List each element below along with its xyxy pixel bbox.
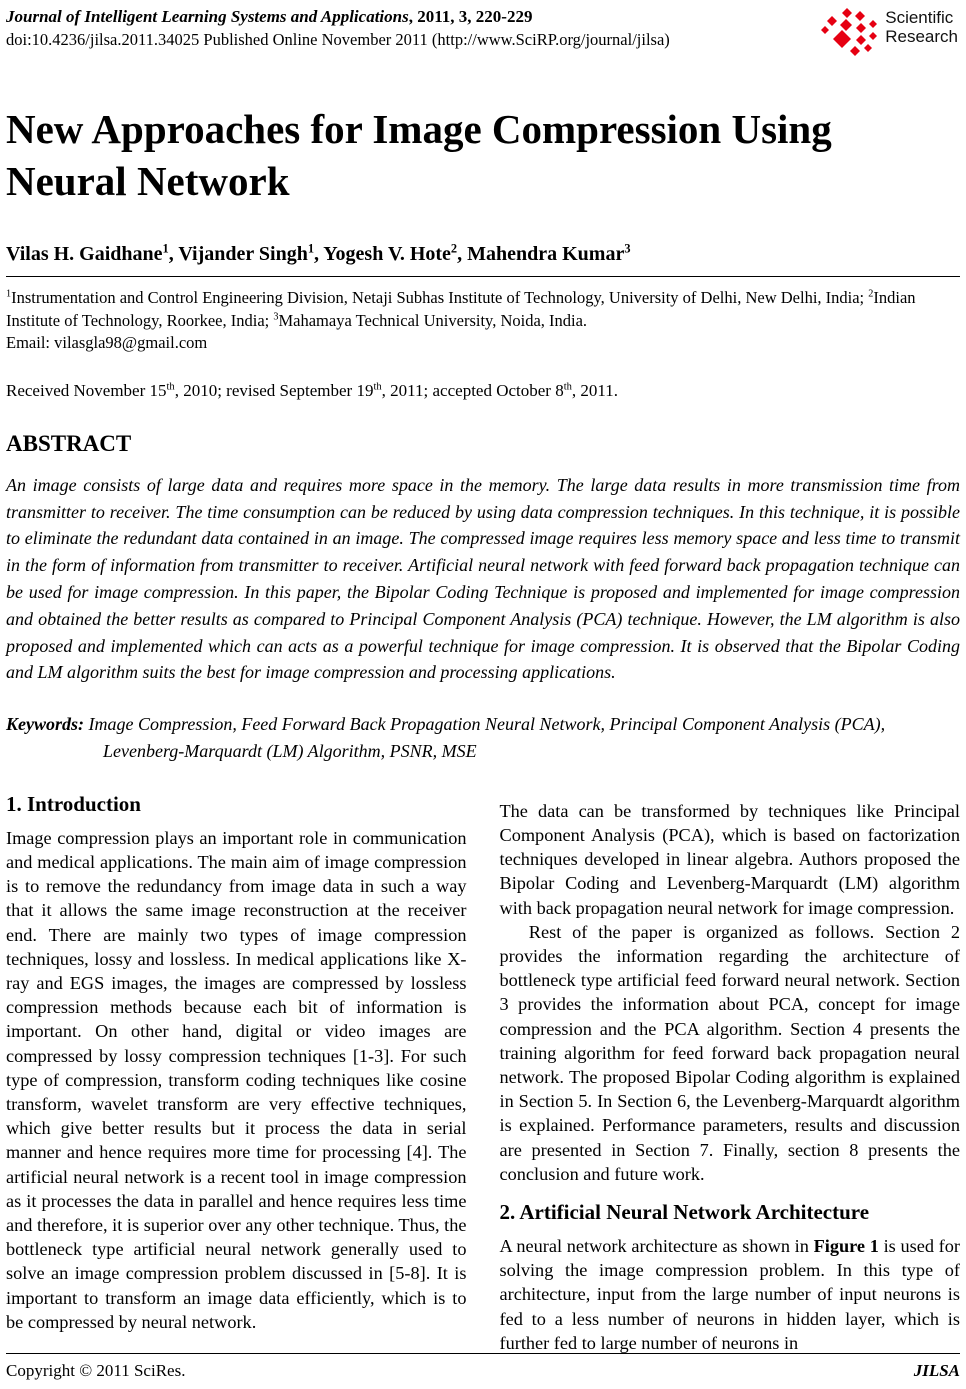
abstract-heading: ABSTRACT: [6, 430, 132, 456]
abstract-text: An image consists of large data and requires more space in the memory. The large data results in more transmission time from transmitter to receiver. The time consumption can be reduced by using data compression techniques. In this technique, it is possible to eliminate the redundant data contained in an image. The compressed image requires less memory space and less time to transmit in the form of information from transmitter to receiver. Artificial neural network with feed forward back propagation technique can be used for image compression. In this paper, the Bipolar Coding Technique is proposed and implemented for image compression and obtained the better results as compared to Principal Component Analysis (PCA) technique. However, the LM algorithm is also proposed and implemented which can acts as a powerful technique for image compression. It is observed that the Bipolar Coding and LM algorithm suits the best for image compression and processing applications.: [6, 474, 960, 683]
author-name: , Yogesh V. Hote$^2$: [314, 241, 458, 266]
copyright-text: Copyright © 2011 SciRes.: [6, 1361, 186, 1380]
left-column: [6, 792, 467, 1355]
right-column: [500, 792, 961, 1355]
authors-line: [6, 243, 960, 277]
author-affiliation-mark: 2: [450, 241, 458, 256]
affiliation-text: Mahamaya Technical University, Noida, India.: [278, 310, 588, 330]
section-heading-introduction: 1. Introduction: [6, 791, 141, 816]
section-heading-ann-architecture: 2. Artificial Neural Network Architecture: [499, 1200, 870, 1225]
journal-abbreviation: JILSA: [913, 1361, 960, 1380]
author-affiliation-mark: 1: [307, 241, 315, 256]
logo-text-line1: Scientific: [885, 8, 954, 27]
ordinal-suffix: th: [166, 381, 175, 393]
logo-text: [885, 6, 958, 46]
paragraph-data-transform: The data can be transformed by techniques like Principal Component Analysis (PCA), which is based on factorization techniques developed in linear algebra. Authors proposed the Bipolar Coding and Levenberg-Marquardt (LM) algorithm with back propagation neural network for image compression.: [499, 800, 960, 918]
author-affiliation-mark: 3: [624, 241, 631, 256]
journal-line: [6, 6, 670, 27]
author-name: , Vijander Singh$^1$: [168, 241, 315, 266]
article-title: New Approaches for Image Compression Using Neural Network: [6, 106, 832, 204]
journal-issue-info: , 2011, 3, 220-229: [408, 7, 533, 26]
figure-1-reference: Figure 1: [813, 1236, 879, 1257]
paragraph-ann-architecture: A neural network architecture as shown in Figure 1 is used for solving the image compression problem. In this type of architecture, input from the large number of input neurons is fed to a less number of neurons in hidden layer, which is further fed to large number of neurons in: [499, 1236, 960, 1353]
scirp-diamonds-icon: [817, 6, 879, 58]
body-columns: [6, 792, 960, 1355]
logo-text-line2: Research: [885, 27, 958, 46]
author-name: Vilas H. Gaidhane$^1$: [6, 241, 169, 266]
ordinal-suffix: th: [373, 381, 382, 393]
affiliation-mark: 2: [868, 288, 874, 300]
page-footer: [6, 1353, 960, 1381]
logo-diamonds: [821, 8, 877, 56]
affiliations: [6, 287, 960, 355]
email-line: Email: vilasgla98@gmail.com: [6, 333, 208, 353]
received-line: Received November 15th, 2010; revised September 19th, 2011; accepted October 8th, 2011.: [6, 380, 619, 400]
doi-line: doi:10.4236/jilsa.2011.34025 Published Online November 2011 (http://www.SciRP.org/journal/jilsa): [6, 30, 670, 50]
header-text-block: [6, 6, 670, 51]
keywords-line: [6, 711, 960, 765]
scirp-logo: [817, 6, 960, 58]
journal-title: Journal of Intelligent Learning Systems and Applications: [6, 7, 409, 26]
ordinal-suffix: th: [563, 381, 572, 393]
paragraph-paper-organization: Rest of the paper is organized as follows. Section 2 provides the information regarding the architecture of bottleneck type artificial feed forward neural network. Section 3 provides the information about PCA, concept for image compression and the PCA algorithm. Section 4 presents the training algorithm for feed forward back propagation neural network. The proposed Bipolar Coding algorithm is explained in Section 5. In Section 6, the Levenberg-Marquardt algorithm is explained. Performance parameters, results and discussion are presented in Section 7. Finally, section 8 presents the conclusion and future work.: [499, 921, 960, 1184]
keywords-text: Image Compression, Feed Forward Back Propagation Neural Network, Principal Component Analysis (PCA), Levenberg-Marquardt (LM) Algorithm, PSNR, MSE: [88, 714, 886, 761]
affiliation-mark: 1: [6, 288, 12, 300]
keywords-label: Keywords:: [6, 714, 89, 735]
page-header: [6, 6, 960, 58]
author-affiliation-mark: 1: [162, 241, 169, 256]
affiliation-text: Indian Institute of Technology, Roorkee, India;: [6, 288, 916, 330]
introduction-paragraph: Image compression plays an important role in communication and medical applications. The main aim of image compression is to remove the redundancy from image data in such a way that it allows the same image reconstruction at the receiver end. There are mainly two types of image compression techniques, lossy and lossless. In medical applications like X-ray and EGS images, the images are compressed by lossless compression methods because each bit of information is important. On other hand, digital or video images are compressed by lossy compression techniques [1-3]. For such type of compression, transform coding techniques like cosine transform, wavelet transform are very effective techniques, which give better results but it process the data in serial manner and hence requires more time for processing [4]. The artificial neural network is a recent tool in image compression as it processes the data in parallel and hence requires less time and therefore, it is superior over any other technique. Thus, the bottleneck type artificial neural network generally used to solve an image compression problem discussed in [5-8]. It is important to transform an image data efficiently, which is to be compressed by neural network.: [6, 827, 467, 1332]
affiliation-text: Instrumentation and Control Engineering Division, Netaji Subhas Institute of Technology, University of Delhi, New Delhi, India;: [11, 288, 869, 308]
affiliation-mark: 3: [273, 311, 279, 323]
author-name: , Mahendra Kumar$^3$: [457, 241, 631, 266]
